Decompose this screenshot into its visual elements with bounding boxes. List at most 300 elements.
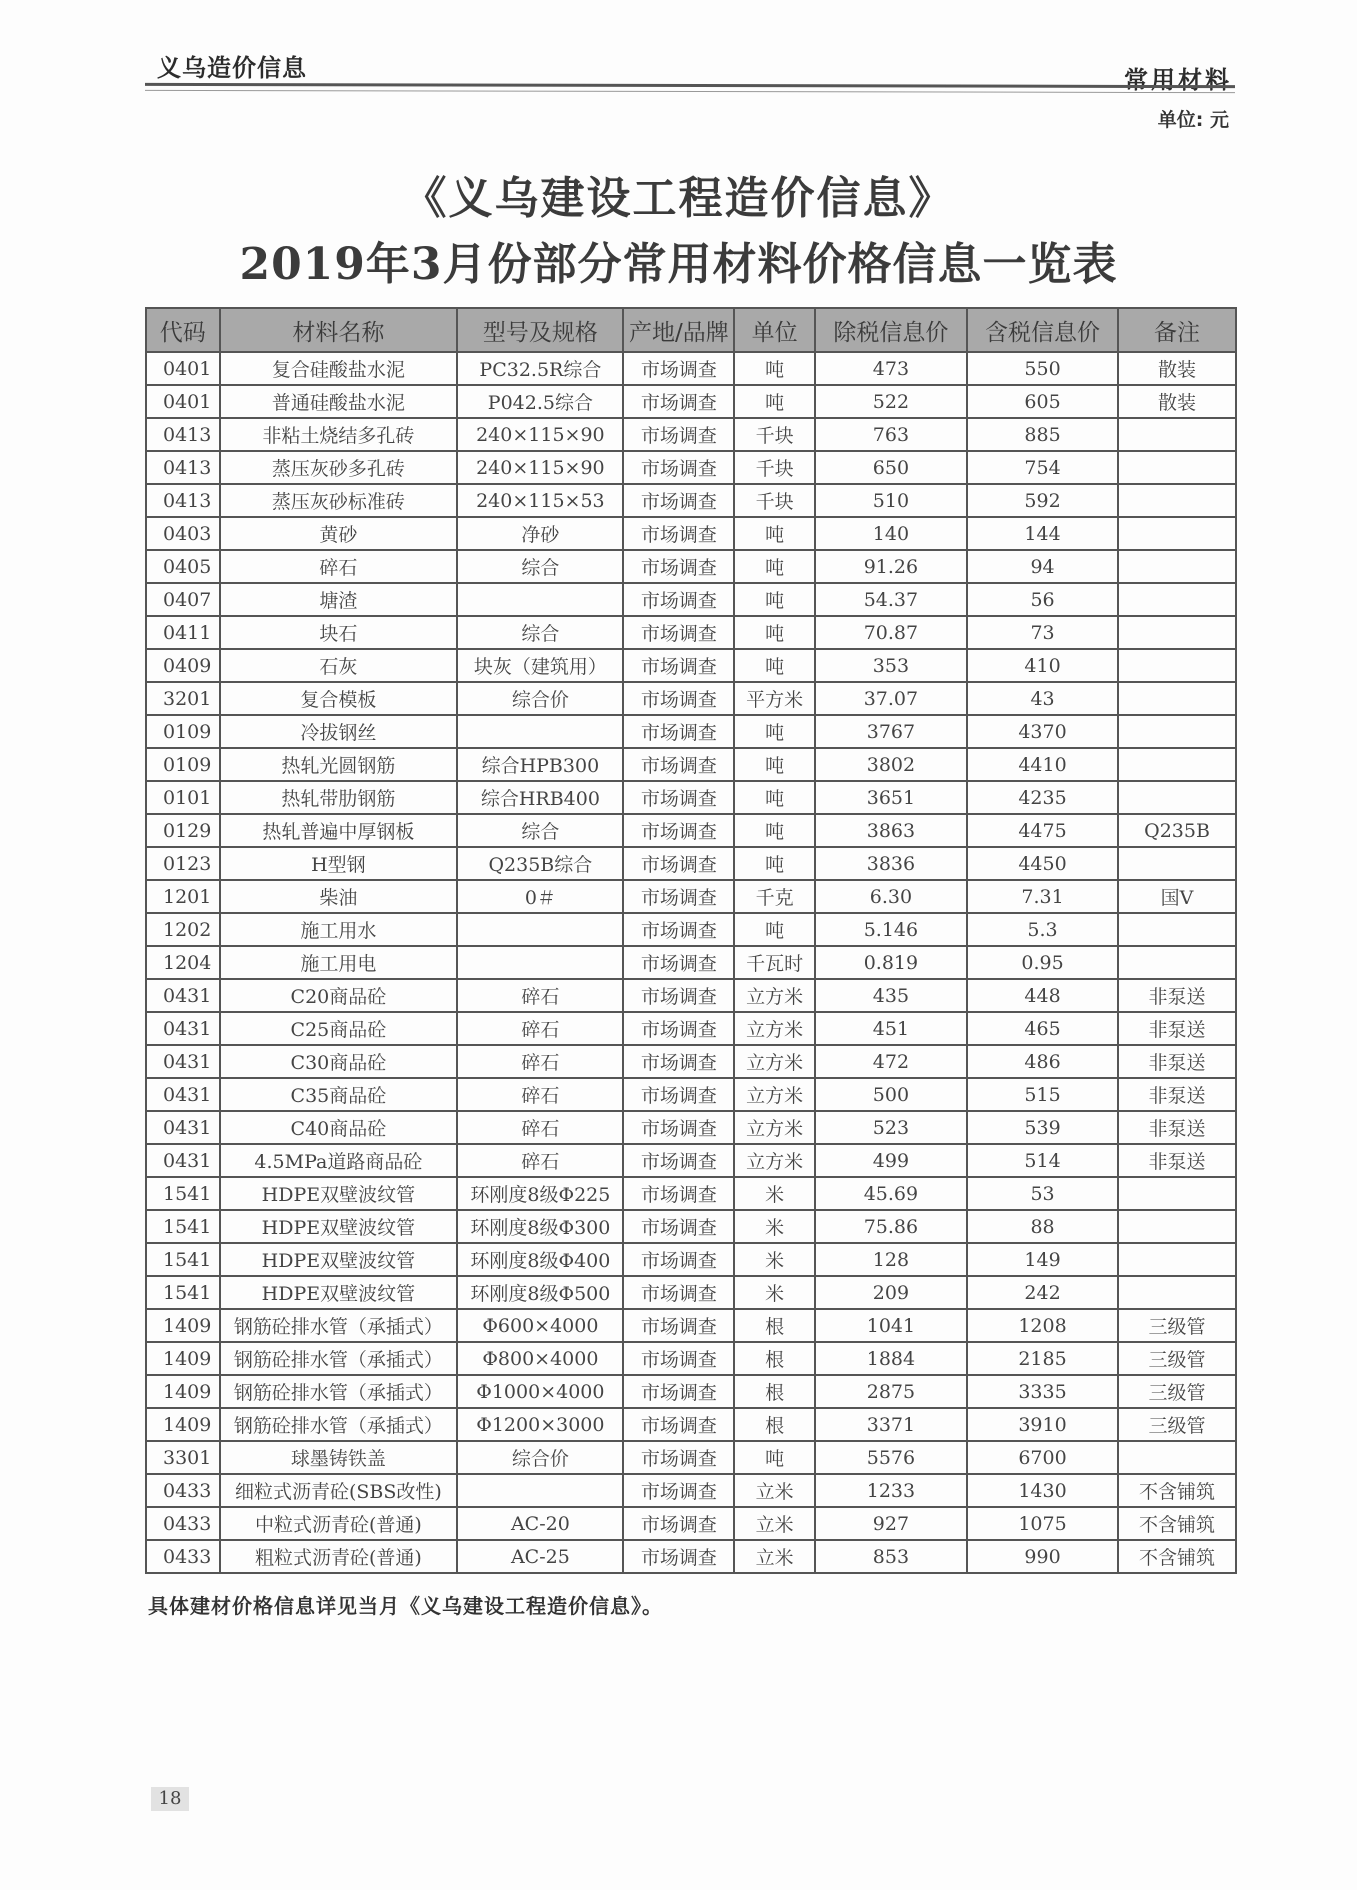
cell-origin: 市场调查 [623,1111,734,1144]
cell-spec: 环刚度8级Φ225 [457,1177,623,1210]
cell-origin: 市场调查 [623,748,734,781]
cell-unit: 立米 [734,1507,815,1540]
cell-spec [457,946,623,979]
cell-name: C35商品砼 [220,1078,458,1111]
cell-spec: Q235B综合 [457,847,623,880]
cell-price-excl-tax: 3863 [815,814,967,847]
cell-code: 1204 [146,946,220,979]
cell-spec [457,583,623,616]
cell-spec: 碎石 [457,1012,623,1045]
cell-remarks: 不含铺筑 [1118,1540,1236,1573]
cell-unit: 根 [734,1408,815,1441]
table-header-row [146,308,1236,352]
cell-remarks [1118,1441,1236,1474]
cell-unit: 吨 [734,352,815,385]
cell-name: 热轧带肋钢筋 [220,781,458,814]
cell-spec: 综合 [457,550,623,583]
cell-spec: AC-20 [457,1507,623,1540]
cell-unit: 立米 [734,1474,815,1507]
cell-name: 4.5MPa道路商品砼 [220,1144,458,1177]
cell-origin: 市场调查 [623,1375,734,1408]
cell-price-excl-tax: 2875 [815,1375,967,1408]
cell-spec: 碎石 [457,1078,623,1111]
cell-price-incl-tax: 242 [967,1276,1118,1309]
cell-origin: 市场调查 [623,781,734,814]
cell-origin: 市场调查 [623,352,734,385]
cell-spec: 碎石 [457,1111,623,1144]
cell-origin: 市场调查 [623,1540,734,1573]
table-row [146,1111,1236,1144]
cell-name: 热轧光圆钢筋 [220,748,458,781]
table-row [146,1540,1236,1573]
cell-name: 热轧普遍中厚钢板 [220,814,458,847]
cell-price-excl-tax: 523 [815,1111,967,1144]
cell-unit: 平方米 [734,682,815,715]
cell-spec: AC-25 [457,1540,623,1573]
table-row [146,1441,1236,1474]
cell-origin: 市场调查 [623,1474,734,1507]
cell-unit: 吨 [734,616,815,649]
cell-price-excl-tax: 128 [815,1243,967,1276]
cell-name: 非粘土烧结多孔砖 [220,418,458,451]
cell-name: H型钢 [220,847,458,880]
cell-remarks: 不含铺筑 [1118,1507,1236,1540]
table-row [146,1309,1236,1342]
table-row [146,880,1236,913]
cell-unit: 立米 [734,1540,815,1573]
table-row [146,1375,1236,1408]
cell-origin: 市场调查 [623,517,734,550]
cell-name: HDPE双壁波纹管 [220,1276,458,1309]
cell-remarks [1118,1243,1236,1276]
table-row [146,616,1236,649]
cell-price-incl-tax: 550 [967,352,1118,385]
cell-origin: 市场调查 [623,715,734,748]
cell-remarks [1118,1276,1236,1309]
table-row [146,418,1236,451]
col-header-origin: 产地/品牌 [623,308,734,352]
cell-unit: 吨 [734,814,815,847]
cell-unit: 米 [734,1210,815,1243]
section-title: 常用材料 [1124,66,1232,94]
cell-unit: 吨 [734,847,815,880]
cell-spec: 综合价 [457,1441,623,1474]
cell-code: 1541 [146,1243,220,1276]
cell-spec: 环刚度8级Φ400 [457,1243,623,1276]
cell-price-incl-tax: 88 [967,1210,1118,1243]
cell-code: 0413 [146,451,220,484]
cell-code: 0405 [146,550,220,583]
cell-price-incl-tax: 43 [967,682,1118,715]
cell-name: 钢筋砼排水管（承插式） [220,1408,458,1441]
cell-code: 0431 [146,979,220,1012]
cell-unit: 吨 [734,385,815,418]
cell-origin: 市场调查 [623,616,734,649]
cell-price-excl-tax: 3371 [815,1408,967,1441]
cell-code: 0403 [146,517,220,550]
cell-name: 块石 [220,616,458,649]
cell-remarks: 三级管 [1118,1408,1236,1441]
table-row [146,649,1236,682]
cell-origin: 市场调查 [623,583,734,616]
cell-origin: 市场调查 [623,451,734,484]
cell-origin: 市场调查 [623,484,734,517]
cell-name: 冷拔钢丝 [220,715,458,748]
cell-spec: Φ600×4000 [457,1309,623,1342]
cell-origin: 市场调查 [623,913,734,946]
col-header-unit: 单位 [734,308,815,352]
cell-price-incl-tax: 2185 [967,1342,1118,1375]
cell-origin: 市场调查 [623,1243,734,1276]
cell-unit: 立方米 [734,979,815,1012]
cell-remarks [1118,682,1236,715]
cell-price-incl-tax: 3335 [967,1375,1118,1408]
cell-code: 3201 [146,682,220,715]
cell-origin: 市场调查 [623,1507,734,1540]
table-row [146,979,1236,1012]
cell-code: 1541 [146,1210,220,1243]
cell-unit: 立方米 [734,1012,815,1045]
cell-price-incl-tax: 448 [967,979,1118,1012]
table-row [146,1342,1236,1375]
cell-price-incl-tax: 539 [967,1111,1118,1144]
page-number: 18 [151,1787,189,1811]
table-row [146,1276,1236,1309]
cell-origin: 市场调查 [623,1012,734,1045]
cell-price-incl-tax: 486 [967,1045,1118,1078]
cell-price-excl-tax: 140 [815,517,967,550]
cell-price-incl-tax: 73 [967,616,1118,649]
cell-origin: 市场调查 [623,649,734,682]
cell-name: 碎石 [220,550,458,583]
cell-code: 1541 [146,1276,220,1309]
cell-unit: 吨 [734,748,815,781]
cell-remarks [1118,550,1236,583]
col-header-price-excl-tax: 除税信息价 [815,308,967,352]
cell-code: 0431 [146,1111,220,1144]
cell-unit: 吨 [734,583,815,616]
cell-name: 中粒式沥青砼(普通) [220,1507,458,1540]
cell-code: 0129 [146,814,220,847]
cell-price-incl-tax: 605 [967,385,1118,418]
table-row [146,451,1236,484]
cell-code: 0413 [146,484,220,517]
cell-name: 塘渣 [220,583,458,616]
cell-name: 细粒式沥青砼(SBS改性) [220,1474,458,1507]
cell-spec: 碎石 [457,1144,623,1177]
cell-name: C20商品砼 [220,979,458,1012]
cell-name: C30商品砼 [220,1045,458,1078]
cell-price-excl-tax: 3767 [815,715,967,748]
cell-name: 石灰 [220,649,458,682]
cell-remarks [1118,418,1236,451]
cell-price-excl-tax: 435 [815,979,967,1012]
cell-price-excl-tax: 3836 [815,847,967,880]
cell-remarks [1118,517,1236,550]
table-row [146,583,1236,616]
cell-unit: 千块 [734,484,815,517]
cell-origin: 市场调查 [623,1144,734,1177]
cell-price-incl-tax: 5.3 [967,913,1118,946]
cell-remarks [1118,781,1236,814]
cell-code: 0433 [146,1540,220,1573]
cell-origin: 市场调查 [623,1078,734,1111]
cell-price-excl-tax: 5.146 [815,913,967,946]
cell-remarks [1118,583,1236,616]
cell-remarks [1118,451,1236,484]
cell-remarks [1118,484,1236,517]
cell-price-incl-tax: 514 [967,1144,1118,1177]
cell-remarks: 非泵送 [1118,1045,1236,1078]
cell-remarks: 三级管 [1118,1309,1236,1342]
cell-origin: 市场调查 [623,682,734,715]
cell-code: 0413 [146,418,220,451]
cell-price-incl-tax: 465 [967,1012,1118,1045]
cell-origin: 市场调查 [623,880,734,913]
table-row [146,814,1236,847]
cell-remarks [1118,1177,1236,1210]
cell-remarks: 非泵送 [1118,1144,1236,1177]
cell-code: 0407 [146,583,220,616]
cell-code: 1202 [146,913,220,946]
cell-spec: 240×115×90 [457,418,623,451]
document-subtitle: 2019年3月份部分常用材料价格信息一览表 [239,239,1118,290]
cell-price-excl-tax: 472 [815,1045,967,1078]
cell-price-excl-tax: 3802 [815,748,967,781]
cell-price-incl-tax: 6700 [967,1441,1118,1474]
cell-price-incl-tax: 990 [967,1540,1118,1573]
cell-price-incl-tax: 56 [967,583,1118,616]
cell-price-excl-tax: 353 [815,649,967,682]
cell-remarks: 散装 [1118,352,1236,385]
cell-price-incl-tax: 4410 [967,748,1118,781]
cell-spec: 综合HRB400 [457,781,623,814]
cell-spec: Φ1000×4000 [457,1375,623,1408]
cell-remarks: 不含铺筑 [1118,1474,1236,1507]
cell-unit: 吨 [734,781,815,814]
cell-unit: 立方米 [734,1111,815,1144]
cell-origin: 市场调查 [623,1177,734,1210]
table-row [146,385,1236,418]
cell-price-incl-tax: 592 [967,484,1118,517]
cell-price-excl-tax: 70.87 [815,616,967,649]
cell-remarks [1118,913,1236,946]
cell-name: 钢筋砼排水管（承插式） [220,1309,458,1342]
cell-name: 复合模板 [220,682,458,715]
table-row [146,748,1236,781]
cell-code: 0431 [146,1012,220,1045]
cell-code: 0431 [146,1078,220,1111]
cell-unit: 千块 [734,451,815,484]
cell-code: 3301 [146,1441,220,1474]
cell-code: 0433 [146,1507,220,1540]
cell-remarks [1118,1210,1236,1243]
cell-remarks [1118,616,1236,649]
table-row [146,1144,1236,1177]
table-row [146,913,1236,946]
cell-spec: 碎石 [457,979,623,1012]
cell-name: 粗粒式沥青砼(普通) [220,1540,458,1573]
cell-price-incl-tax: 885 [967,418,1118,451]
table-row [146,352,1236,385]
cell-spec [457,1474,623,1507]
table-row [146,484,1236,517]
cell-name: C40商品砼 [220,1111,458,1144]
cell-name: 钢筋砼排水管（承插式） [220,1375,458,1408]
cell-code: 0123 [146,847,220,880]
cell-price-incl-tax: 754 [967,451,1118,484]
cell-price-excl-tax: 499 [815,1144,967,1177]
cell-code: 0409 [146,649,220,682]
cell-remarks [1118,649,1236,682]
cell-origin: 市场调查 [623,550,734,583]
cell-name: 施工用水 [220,913,458,946]
cell-spec: 0＃ [457,880,623,913]
cell-unit: 立方米 [734,1078,815,1111]
cell-unit: 根 [734,1342,815,1375]
footnote: 具体建材价格信息详见当月《义乌建设工程造价信息》。 [148,1594,663,1618]
table-row [146,1474,1236,1507]
cell-spec: 综合HPB300 [457,748,623,781]
cell-name: C25商品砼 [220,1012,458,1045]
cell-price-excl-tax: 75.86 [815,1210,967,1243]
table-row [146,1045,1236,1078]
cell-spec [457,715,623,748]
cell-price-incl-tax: 4450 [967,847,1118,880]
cell-name: HDPE双壁波纹管 [220,1177,458,1210]
cell-name: 蒸压灰砂多孔砖 [220,451,458,484]
cell-name: 黄砂 [220,517,458,550]
cell-unit: 吨 [734,913,815,946]
cell-code: 0109 [146,748,220,781]
cell-unit: 千瓦时 [734,946,815,979]
cell-spec: 综合 [457,814,623,847]
cell-code: 1409 [146,1408,220,1441]
cell-unit: 千块 [734,418,815,451]
cell-remarks [1118,748,1236,781]
cell-origin: 市场调查 [623,847,734,880]
cell-price-incl-tax: 3910 [967,1408,1118,1441]
cell-code: 1409 [146,1342,220,1375]
cell-name: HDPE双壁波纹管 [220,1243,458,1276]
cell-unit: 吨 [734,517,815,550]
cell-remarks: 非泵送 [1118,1078,1236,1111]
cell-code: 0101 [146,781,220,814]
cell-origin: 市场调查 [623,418,734,451]
cell-origin: 市场调查 [623,946,734,979]
table-row [146,1507,1236,1540]
cell-price-excl-tax: 510 [815,484,967,517]
cell-name: 普通硅酸盐水泥 [220,385,458,418]
cell-code: 0109 [146,715,220,748]
cell-price-excl-tax: 45.69 [815,1177,967,1210]
cell-spec: P042.5综合 [457,385,623,418]
unit-label: 单位: 元 [1157,109,1229,131]
cell-spec: PC32.5R综合 [457,352,623,385]
cell-price-excl-tax: 91.26 [815,550,967,583]
table-row [146,517,1236,550]
cell-origin: 市场调查 [623,814,734,847]
cell-name: 施工用电 [220,946,458,979]
cell-price-incl-tax: 1430 [967,1474,1118,1507]
cell-price-excl-tax: 473 [815,352,967,385]
cell-origin: 市场调查 [623,1342,734,1375]
cell-spec: 240×115×90 [457,451,623,484]
cell-spec: 综合 [457,616,623,649]
cell-spec: 环刚度8级Φ500 [457,1276,623,1309]
col-header-spec: 型号及规格 [457,308,623,352]
cell-unit: 吨 [734,1441,815,1474]
cell-remarks [1118,715,1236,748]
cell-price-excl-tax: 37.07 [815,682,967,715]
cell-price-excl-tax: 451 [815,1012,967,1045]
cell-price-incl-tax: 4370 [967,715,1118,748]
cell-unit: 吨 [734,649,815,682]
cell-spec: 综合价 [457,682,623,715]
cell-price-excl-tax: 209 [815,1276,967,1309]
table-row [146,1177,1236,1210]
cell-spec: 环刚度8级Φ300 [457,1210,623,1243]
cell-price-incl-tax: 515 [967,1078,1118,1111]
cell-origin: 市场调查 [623,1441,734,1474]
cell-code: 0433 [146,1474,220,1507]
cell-unit: 千克 [734,880,815,913]
cell-origin: 市场调查 [623,1408,734,1441]
cell-code: 0431 [146,1045,220,1078]
table-row [146,682,1236,715]
cell-price-incl-tax: 149 [967,1243,1118,1276]
cell-spec: 净砂 [457,517,623,550]
cell-unit: 米 [734,1243,815,1276]
cell-price-excl-tax: 650 [815,451,967,484]
table-row [146,1408,1236,1441]
cell-price-incl-tax: 7.31 [967,880,1118,913]
cell-price-excl-tax: 3651 [815,781,967,814]
cell-price-incl-tax: 94 [967,550,1118,583]
cell-remarks [1118,847,1236,880]
cell-name: 柴油 [220,880,458,913]
cell-unit: 根 [734,1309,815,1342]
cell-price-excl-tax: 0.819 [815,946,967,979]
cell-spec: 碎石 [457,1045,623,1078]
cell-spec [457,913,623,946]
publication-name: 义乌造价信息 [157,54,307,82]
cell-unit: 立方米 [734,1144,815,1177]
price-table [145,307,1237,1574]
cell-price-incl-tax: 4235 [967,781,1118,814]
cell-code: 1409 [146,1375,220,1408]
document-title: 《义乌建设工程造价信息》 [402,173,955,224]
cell-price-excl-tax: 1884 [815,1342,967,1375]
cell-price-incl-tax: 144 [967,517,1118,550]
cell-price-incl-tax: 4475 [967,814,1118,847]
cell-remarks: 散装 [1118,385,1236,418]
col-header-name: 材料名称 [220,308,458,352]
cell-remarks: Q235B [1118,814,1236,847]
table-row [146,1243,1236,1276]
cell-price-incl-tax: 1075 [967,1507,1118,1540]
table-row [146,715,1236,748]
table-row [146,946,1236,979]
table-row [146,1078,1236,1111]
cell-price-incl-tax: 410 [967,649,1118,682]
cell-price-excl-tax: 500 [815,1078,967,1111]
cell-name: 复合硅酸盐水泥 [220,352,458,385]
cell-price-excl-tax: 522 [815,385,967,418]
cell-spec: 块灰（建筑用） [457,649,623,682]
cell-price-excl-tax: 1041 [815,1309,967,1342]
cell-price-excl-tax: 763 [815,418,967,451]
